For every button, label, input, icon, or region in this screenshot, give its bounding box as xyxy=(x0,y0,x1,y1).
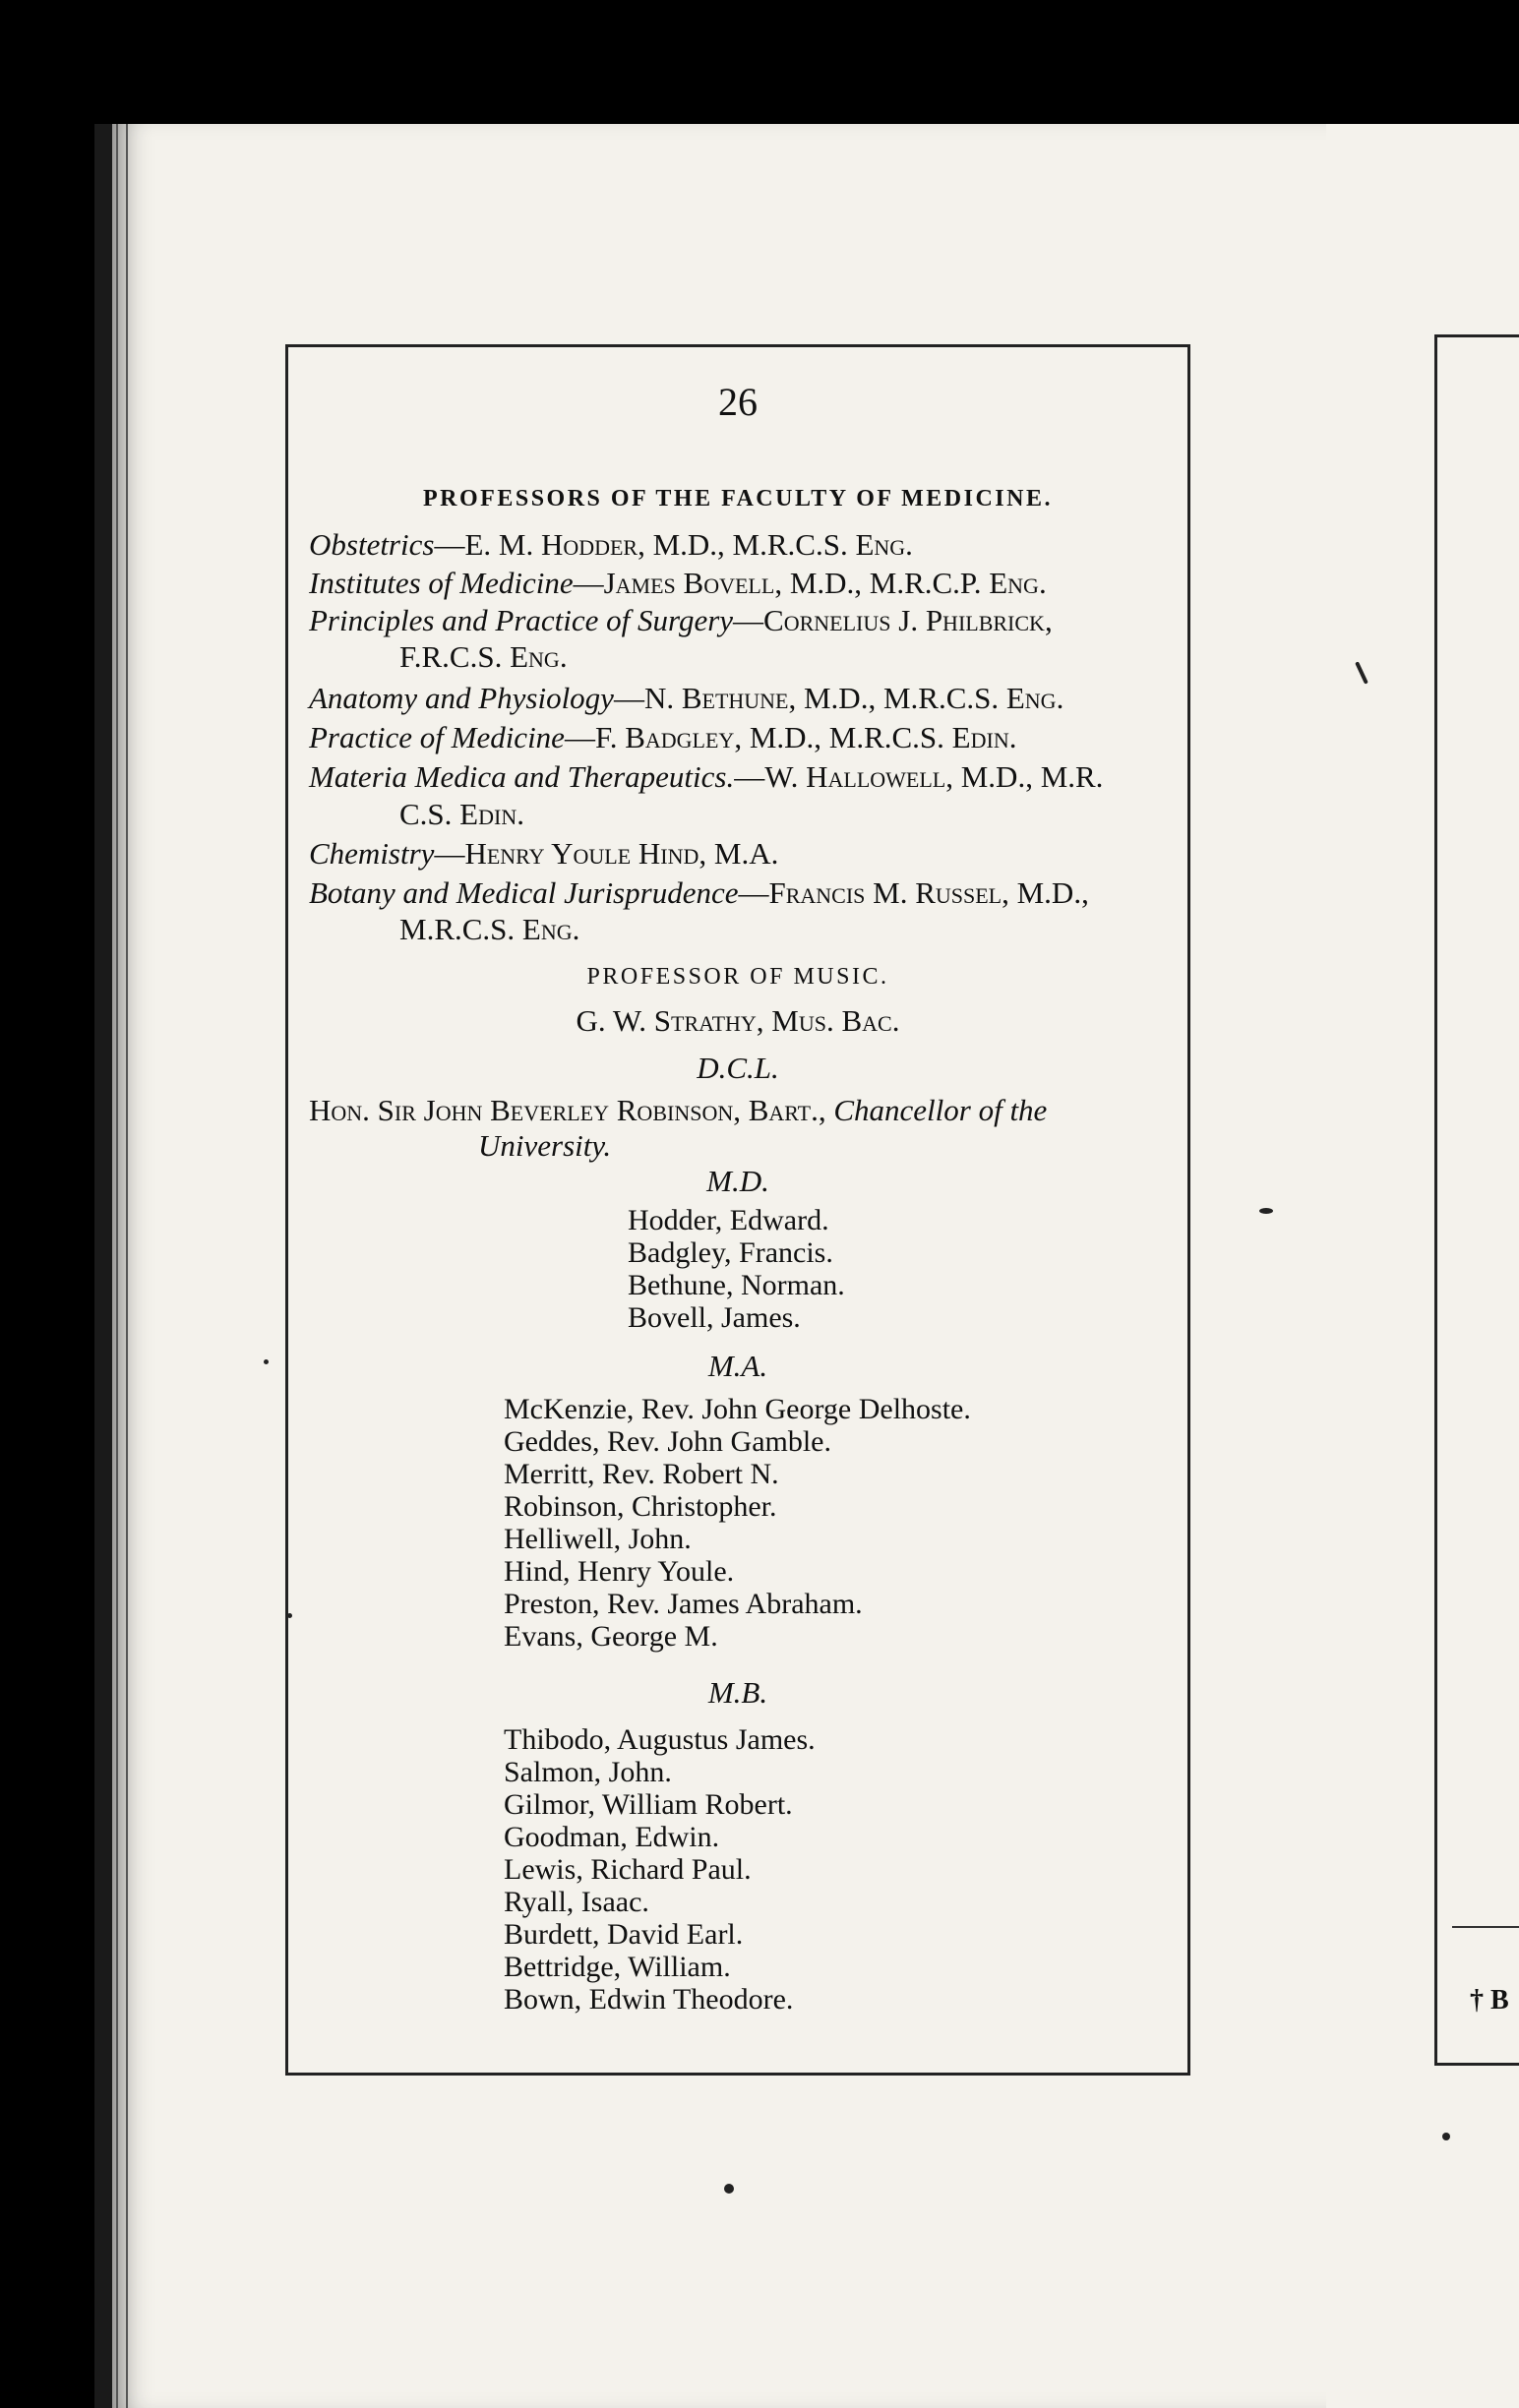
professor-entry-cont: M.R.C.S. Eng. xyxy=(399,912,580,946)
music-professor: G. W. Strathy, Mus. Bac. xyxy=(576,1003,900,1038)
professor-entry: Practice of Medicine—F. Badgley, M.D., M.R.C.S. Edin. xyxy=(309,720,1017,754)
md-name: Bovell, James. xyxy=(628,1301,801,1334)
scan-speck xyxy=(287,1613,292,1618)
md-name: Hodder, Edward. xyxy=(628,1204,829,1236)
mb-name: Bettridge, William. xyxy=(504,1951,731,1983)
md-heading: M.D. xyxy=(706,1164,769,1198)
scan-speck xyxy=(724,2184,734,2194)
dcl-entry: Hon. Sir John Beverley Robinson, Bart., Chancellor of the xyxy=(309,1093,1048,1127)
scan-speck xyxy=(264,1359,269,1364)
ma-name: Robinson, Christopher. xyxy=(504,1490,777,1523)
professor-entry: Principles and Practice of Surgery—Cornelius J. Philbrick, xyxy=(309,603,1053,637)
professor-entry-cont: F.R.C.S. Eng. xyxy=(399,639,568,674)
professor-entry: Anatomy and Physiology—N. Bethune, M.D., M.R.C.S. Eng. xyxy=(309,681,1064,715)
ma-name: Hind, Henry Youle. xyxy=(504,1555,735,1588)
page-number: 26 xyxy=(718,380,758,424)
dcl-heading: D.C.L. xyxy=(697,1051,779,1085)
mb-name: Gilmor, William Robert. xyxy=(504,1788,793,1821)
mb-name: Bown, Edwin Theodore. xyxy=(504,1983,794,2016)
professor-entry: Chemistry—Henry Youle Hind, M.A. xyxy=(309,836,779,871)
ma-name: Evans, George M. xyxy=(504,1620,718,1653)
mb-name: Burdett, David Earl. xyxy=(504,1918,744,1951)
next-page-footnote: † B xyxy=(1470,1985,1509,2016)
ma-name: Helliwell, John. xyxy=(504,1523,692,1555)
scan-speck xyxy=(1442,2133,1450,2140)
ma-name: Preston, Rev. James Abraham. xyxy=(504,1588,863,1620)
professor-entry-cont: C.S. Edin. xyxy=(399,797,524,831)
mb-heading: M.B. xyxy=(707,1675,768,1710)
mb-name: Ryall, Isaac. xyxy=(504,1886,649,1918)
dcl-entry-cont: University. xyxy=(478,1128,612,1163)
mb-name: Thibodo, Augustus James. xyxy=(504,1723,816,1756)
ma-name: Merritt, Rev. Robert N. xyxy=(504,1458,779,1490)
md-name: Bethune, Norman. xyxy=(628,1269,845,1301)
professor-entry: Institutes of Medicine—James Bovell, M.D., M.R.C.P. Eng. xyxy=(309,566,1047,600)
ma-name: McKenzie, Rev. John George Delhoste. xyxy=(504,1393,971,1425)
music-heading: PROFESSOR OF MUSIC. xyxy=(586,964,889,990)
professor-entry: Materia Medica and Therapeutics.—W. Hallowell, M.D., M.R. xyxy=(309,759,1104,794)
scan-speck xyxy=(1259,1208,1273,1214)
mb-name: Lewis, Richard Paul. xyxy=(504,1853,752,1886)
faculty-heading: PROFESSORS OF THE FACULTY OF MEDICINE. xyxy=(423,486,1053,512)
md-name: Badgley, Francis. xyxy=(628,1236,833,1269)
ma-heading: M.A. xyxy=(707,1349,768,1383)
mb-name: Goodman, Edwin. xyxy=(504,1821,720,1853)
mb-name: Salmon, John. xyxy=(504,1756,672,1788)
professor-entry: Botany and Medical Jurisprudence—Francis M. Russel, M.D., xyxy=(309,875,1089,910)
ma-name: Geddes, Rev. John Gamble. xyxy=(504,1425,831,1458)
footnote-rule xyxy=(1452,1926,1519,1928)
professor-entry: Obstetrics—E. M. Hodder, M.D., M.R.C.S. Eng. xyxy=(309,527,913,562)
